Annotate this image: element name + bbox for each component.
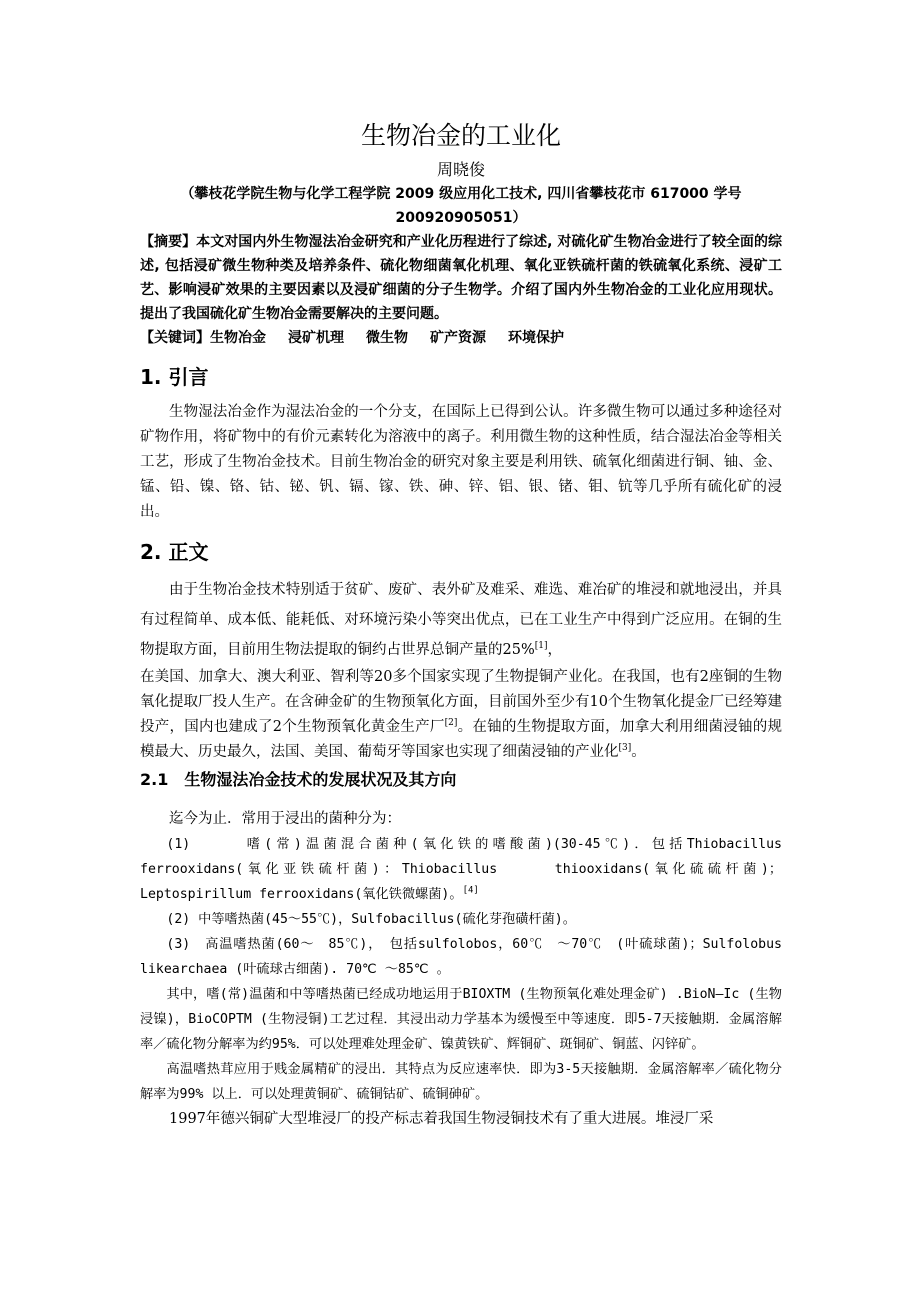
main-paragraph-1 — [140, 575, 782, 665]
keyword: 矿产资源 — [430, 330, 486, 346]
main-paragraph-1-text: 由于生物冶金技术特别适于贫矿、废矿、表外矿及难采、难选、难冶矿的堆浸和就地浸出，并具有过程简单、成本低、能耗低、对环境污染小等突出优点，已在工业生产中得到广泛应用。在铜的生物提取方面，目前用生物法提取的铜约占世界总铜产量的25% — [140, 582, 782, 658]
citation-2: [2] — [444, 718, 458, 729]
affiliation-line-2: 200920905051） — [395, 210, 527, 226]
affiliation-line-1: （攀枝花学院生物与化学工程学院 2009 级应用化工技术, 四川省攀枝花市 617000 学号 — [180, 186, 742, 202]
strain-item-1-text: (1) 嗜(常)温菌混合菌种(氧化铁的嗜酸菌)(30-45℃)．包括Thiobacillus ferrooxidans(氧化亚铁硫杆菌)：Thiobacillus thiooxidans(氧化硫硫杆菌)；Leptospirillum ferrooxidans(氧化铁微螺菌)。 — [140, 837, 782, 902]
paper-content — [140, 118, 782, 1132]
author-name: 周晓俊 — [436, 160, 485, 179]
section-heading-introduction: 1. 引言 — [140, 365, 209, 389]
main-paragraph-2 — [140, 665, 782, 765]
citation-4: [4] — [462, 885, 479, 896]
main-paragraph-2-text-c: 。 — [631, 744, 646, 760]
citation-1: [1] — [534, 641, 548, 652]
main-paragraph-1-tail: ， — [547, 642, 562, 658]
main-paragraph-2-text-b: 。在铀的生物提取方面，加拿大利用细菌浸铀的规模最大、历史最久，法国、美国、葡萄牙等国家也实现了细菌浸铀的产业化 — [140, 719, 782, 760]
dexing-paragraph: 1997年德兴铜矿大型堆浸厂的投产标志着我国生物浸铜技术有了重大进展。堆浸厂采 — [169, 1111, 714, 1127]
keywords — [140, 326, 782, 350]
keyword: 生物冶金 — [210, 330, 266, 346]
keyword: 浸矿机理 — [288, 330, 344, 346]
subsection-heading-2-1: 2.1 生物湿法冶金技术的发展状况及其方向 — [140, 770, 457, 789]
abstract-text: 本文对国内外生物湿法冶金研究和产业化历程进行了综述, 对硫化矿生物冶金进行了较全面的综述, 包括浸矿微生物种类及培养条件、硫化物细菌氧化机理、氧化亚铁硫杆菌的铁硫氧化系统、浸矿工艺、影响浸矿效果的主要因素以及浸矿细菌的分子生物学。介绍了国内外生物冶金的工业化应用现状。提出了我国硫化矿生物冶金需要解决的主要问题。 — [140, 234, 782, 322]
introduction-paragraph: 生物湿法冶金作为湿法冶金的一个分支，在国际上已得到公认。许多微生物可以通过多种途径对矿物作用，将矿物中的有价元素转化为溶液中的离子。利用微生物的这种性质，结合湿法冶金等相关工艺，形成了生物冶金技术。目前生物冶金的研究对象主要是利用铁、硫氧化细菌进行铜、铀、金、锰、铅、镍、铬、钴、铋、钒、镉、镓、铁、砷、锌、铝、银、锗、钼、钪等几乎所有硫化矿的浸出。 — [140, 404, 782, 520]
abstract — [140, 230, 782, 326]
strains-intro: 迄今为止．常用于浸出的菌种分为： — [169, 811, 401, 827]
keyword: 微生物 — [366, 330, 408, 346]
thermophile-paragraph: 高温嗜热茸应用于贱金属精矿的浸出．其特点为反应速率快．即为3-5天接触期．金属溶解率／硫化物分解率为99% 以上．可以处理黄铜矿、硫铜钴矿、硫铜砷矿。 — [140, 1062, 782, 1102]
strain-item-2: (2) 中等嗜热菌(45～55℃)，Sulfobacillus(硫化芽孢磺杆菌)。 — [166, 912, 576, 927]
paper-title: 生物冶金的工业化 — [360, 121, 561, 150]
keywords-label: 【关键词】 — [140, 330, 210, 346]
strain-item-3: (3) 高温嗜热菌(60～ 85℃)， 包括sulfolobos，60℃ ～70℃ (叶硫球菌)；Sulfolobus likearchaea (叶硫球古细菌). 70℃ ～85℃ 。 — [140, 937, 782, 977]
process-paragraph: 其中，嗜(常)温菌和中等嗜热菌已经成功地运用于BIOXTM (生物预氧化难处理金矿) .BioN—Ic (生物浸镍)，BioCOPTM (生物浸铜)工艺过程．其浸出动力学基本为缓慢至中等速度．即5-7天接触期．金属溶解率／硫化物分解率为约95%．可以处理难处理金矿、镍黄铁矿、辉铜矿、斑铜矿、铜蓝、闪锌矿。 — [140, 987, 782, 1052]
keyword: 环境保护 — [508, 330, 564, 346]
section-heading-main-text: 2. 正文 — [140, 540, 209, 564]
abstract-label: 【摘要】 — [140, 234, 197, 250]
main-paragraph-2-text-a: 在美国、加拿大、澳大利亚、智利等20多个国家实现了生物提铜产业化。在我国，也有2座铜的生物氧化提取厂投人生产。在含砷金矿的生物预氧化方面，目前国外至少有10个生物氧化提金厂已经筹建投产，国内也建成了2个生物预氧化黄金生产厂 — [140, 669, 782, 735]
strain-item-1 — [140, 832, 782, 907]
citation-3: [3] — [618, 743, 632, 754]
